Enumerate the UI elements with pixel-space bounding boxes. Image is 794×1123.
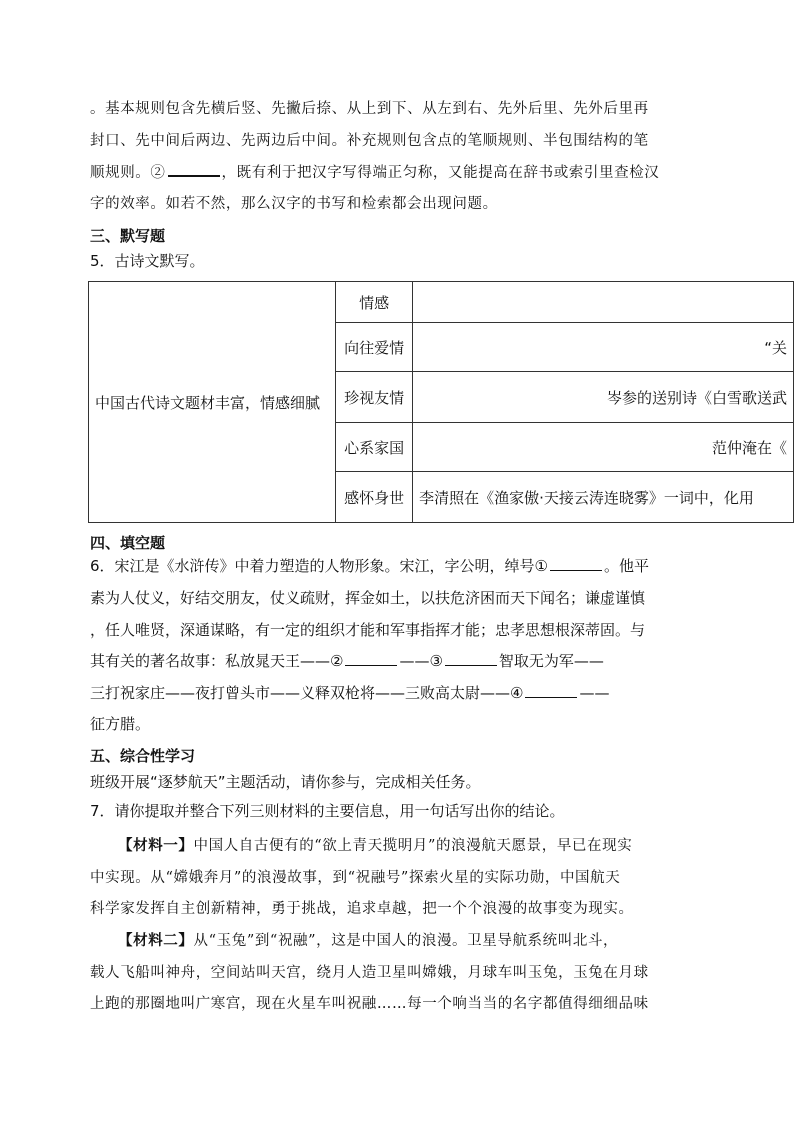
material-label: 【材料二】 (118, 932, 194, 949)
paragraph-line (90, 161, 659, 182)
paragraph-text: 三打祝家庄——夜打曾头市——义释双枪将——三败高太尉——④ (90, 684, 524, 702)
paragraph-text: 顺规则。② (90, 165, 166, 181)
answer-blank[interactable] (168, 161, 220, 177)
paragraph-line: 中实现。从“嫦娥奔月”的浪漫故事，到“祝融号”探索火星的实际功勋，中国航天 (90, 870, 621, 886)
paragraph-text: 其有关的著名故事：私放晁天王——② (90, 652, 344, 670)
paragraph-line: 素为人仗义，好结交朋友，仗义疏财，挥金如土，以扶危济困而天下闻名；谦虚谨慎 (90, 589, 646, 607)
question-text: 5．古诗文默写。 (90, 252, 205, 270)
answer-blank[interactable] (525, 683, 577, 698)
section-heading: 四、填空题 (90, 534, 166, 552)
table-topic-cell: 中国古代诗文题材丰富，情感细腻 (89, 282, 336, 523)
paragraph-line: 科学家发挥自主创新精神，勇于挑战，追求卓越，把一个个浪漫的故事变为现实。 (90, 901, 634, 917)
material-label: 【材料一】 (118, 837, 194, 854)
paragraph-text: ，既有利于把汉字写得端正匀称，又能提高在辞书或索引里查检汉 (221, 165, 660, 181)
paragraph-text: ——③ (399, 652, 443, 670)
paragraph-line: 字的效率。如若不然，那么汉字的书写和检索都会出现问题。 (90, 196, 498, 212)
answer-blank[interactable] (445, 651, 497, 666)
table-content-cell: 范仲淹在《 (413, 423, 794, 472)
paragraph-text: 智取无为军—— (498, 652, 604, 670)
paragraph-line (118, 929, 618, 950)
table-category-cell: 心系家国 (336, 423, 413, 472)
table-category-cell: 感怀身世 (336, 472, 413, 523)
table-content-cell: 岑参的送别诗《白雪歌送武 (413, 372, 794, 423)
paragraph-line (90, 682, 609, 703)
paragraph-line: 班级开展“逐梦航天”主题活动，请你参与，完成相关任务。 (90, 773, 481, 791)
section-heading: 五、综合性学习 (90, 747, 196, 765)
answer-blank[interactable] (345, 651, 397, 666)
table-category-cell: 向往爱情 (336, 323, 413, 372)
paragraph-text: 。他平 (604, 557, 650, 575)
answer-blank[interactable] (550, 556, 602, 571)
paragraph-line: 封口、先中间后两边、先两边后中间。补充规则包含点的笔顺规则、半包围结构的笔 (90, 133, 649, 149)
table-row (89, 282, 794, 323)
paragraph-text: —— (579, 684, 610, 702)
paragraph-line: 征方腊。 (90, 715, 151, 733)
paragraph-line: 。基本规则包含先横后竖、先撇后捺、从上到下、从左到右、先外后里、先外后里再 (90, 101, 649, 117)
poem-table (88, 281, 794, 523)
paragraph-text: 6．宋江是《水浒传》中着力塑造的人物形象。宋江，字公明，绰号① (90, 557, 548, 575)
paragraph-line: 载人飞船叫神舟，空间站叫天宫，绕月人造卫星叫嫦娥，月球车叫玉兔，玉兔在月球 (90, 965, 649, 981)
paragraph-line (90, 650, 604, 671)
paragraph-text: 从“玉兔”到“祝融”，这是中国人的浪漫。卫星导航系统叫北斗， (193, 933, 619, 949)
table-content-cell: “关 (413, 323, 794, 372)
section-heading: 三、默写题 (90, 227, 166, 245)
question-text: 7．请你提取并整合下列三则材料的主要信息，用一句话写出你的结论。 (90, 802, 565, 820)
paragraph-line: ，任人唯贤，深通谋略，有一定的组织才能和军事指挥才能；忠孝思想根深蒂固。与 (90, 621, 646, 639)
paragraph-text: 中国人自古便有的“欲上青天揽明月”的浪漫航天愿景，早已在现实 (193, 838, 633, 854)
paragraph-line (118, 834, 632, 855)
table-category-cell: 情感 (336, 282, 413, 323)
table-content-cell (413, 282, 794, 323)
paragraph-line: 上跑的那圈地叫广寒宫，现在火星车叫祝融……每一个响当当的名字都值得细细品味 (90, 996, 649, 1012)
table-content-cell: 李清照在《渔家傲·天接云涛连晓雾》一词中，化用 (413, 472, 794, 523)
paragraph-line (90, 555, 649, 576)
table-category-cell: 珍视友情 (336, 372, 413, 423)
